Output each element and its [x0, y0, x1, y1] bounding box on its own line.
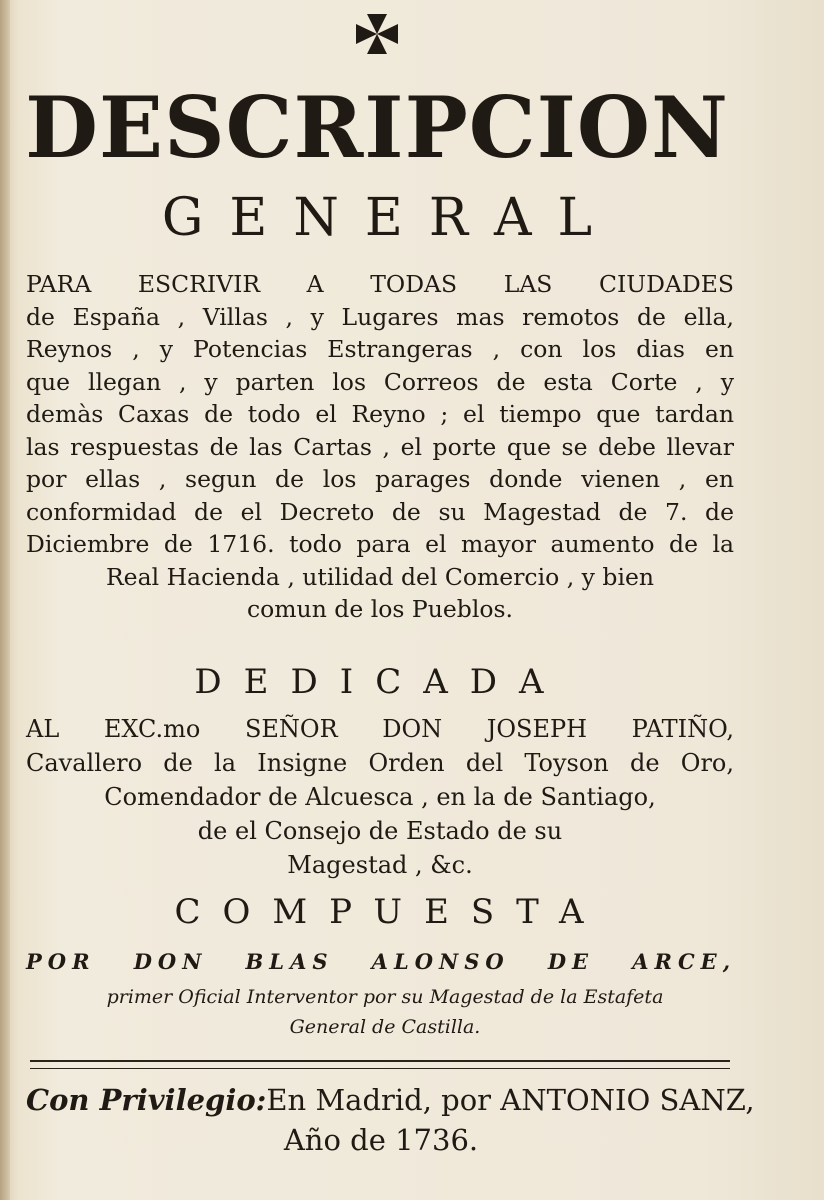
page-binding-edge — [0, 0, 10, 1200]
description-line: PARA ESCRIVIR A TODAS LAS CIUDADES — [26, 270, 734, 298]
dedication-text — [26, 712, 734, 882]
description-line: demàs Caxas de todo el Reyno ; el tiempo que tardan — [26, 400, 734, 428]
description-line: conformidad de el Decreto de su Magestad de 7. de — [26, 497, 734, 526]
author-line: POR DON BLAS ALONSO DE ARCE, — [26, 949, 736, 974]
dedication-heading: DEDICADA — [194, 662, 566, 702]
office-line: primer Oficial Interventor por su Magestad de la Estafeta — [106, 986, 664, 1008]
privilege-text: Con Privilegio: — [26, 1083, 267, 1117]
title-description — [26, 268, 734, 626]
dedication-line: Magestad , &c. — [287, 851, 473, 879]
divider-rule — [30, 1060, 730, 1069]
description-line: Diciembre de 1716. todo para el mayor aumento de la — [26, 530, 734, 558]
description-line: Reynos , y Potencias Estrangeras , con los dias en — [26, 335, 734, 363]
description-line: las respuestas de las Cartas , el porte que se debe llevar — [26, 432, 734, 461]
dedication-line: AL EXC.mo SEÑOR DON JOSEPH PATIÑO, — [26, 715, 734, 743]
description-line: Real Hacienda , utilidad del Comercio , y bien — [105, 562, 655, 591]
description-line: de España , Villas , y Lugares mas remotos de ella, — [26, 302, 734, 331]
imprint-place: En Madrid, por ANTONIO SANZ, — [266, 1083, 755, 1117]
description-line: por ellas , segun de los parages donde vienen , en — [26, 465, 734, 493]
description-line: comun de los Pueblos. — [246, 595, 514, 623]
office-line: General de Castilla. — [289, 1016, 481, 1038]
dedication-line: Comendador de Alcuesca , en la de Santiago, — [104, 783, 656, 811]
dedication-line: de el Consejo de Estado de su — [197, 817, 563, 845]
book-subtitle: GENERAL — [161, 188, 619, 248]
dedication-line: Cavallero de la Insigne Orden del Toyson de Oro, — [26, 749, 734, 777]
imprint-year: Año de 1736. — [283, 1123, 479, 1157]
author-office — [40, 982, 730, 1042]
imprint-line — [26, 1080, 755, 1120]
book-title: DESCRIPCION — [25, 78, 729, 177]
description-line: que llegan , y parten los Correos de esta Corte , y — [26, 367, 734, 396]
compuesta-heading: COMPUESTA — [174, 892, 606, 932]
imprint — [26, 1080, 755, 1160]
cross-ornament-icon — [353, 12, 401, 56]
